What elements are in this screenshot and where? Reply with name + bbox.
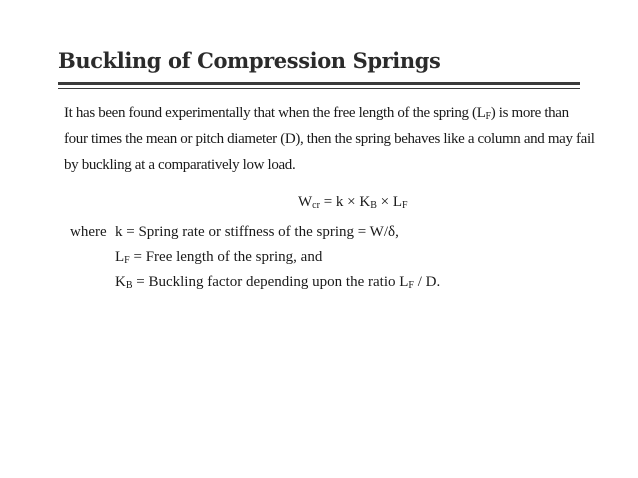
slide-title: Buckling of Compression Springs bbox=[58, 48, 441, 73]
definitions-list bbox=[70, 220, 440, 295]
where-label: where bbox=[70, 224, 107, 240]
buckling-formula: $W_{cr} = k \times K_B \times L_F$ bbox=[298, 194, 408, 211]
definition-k: where k = Spring rate or stiffness of the spring = W/δ, bbox=[70, 220, 440, 245]
paragraph-line-2: four times the mean or pitch diameter (D), then the spring behaves like a column and may fail bbox=[64, 131, 595, 147]
paragraph-line-3: by buckling at a comparatively low load. bbox=[64, 157, 296, 173]
body-paragraph bbox=[64, 100, 595, 178]
title-underline-thin bbox=[58, 88, 580, 89]
definition-lf: $L_F$ = Free length of the spring, and bbox=[115, 249, 323, 266]
title-underline-thick bbox=[58, 82, 580, 85]
paragraph-line-1: It has been found experimentally that when the free length of the spring $(L_F)$ is more than bbox=[64, 105, 569, 122]
definition-kb: $K_B$ = Buckling factor depending upon the ratio $L_F$ / D. bbox=[115, 274, 441, 291]
